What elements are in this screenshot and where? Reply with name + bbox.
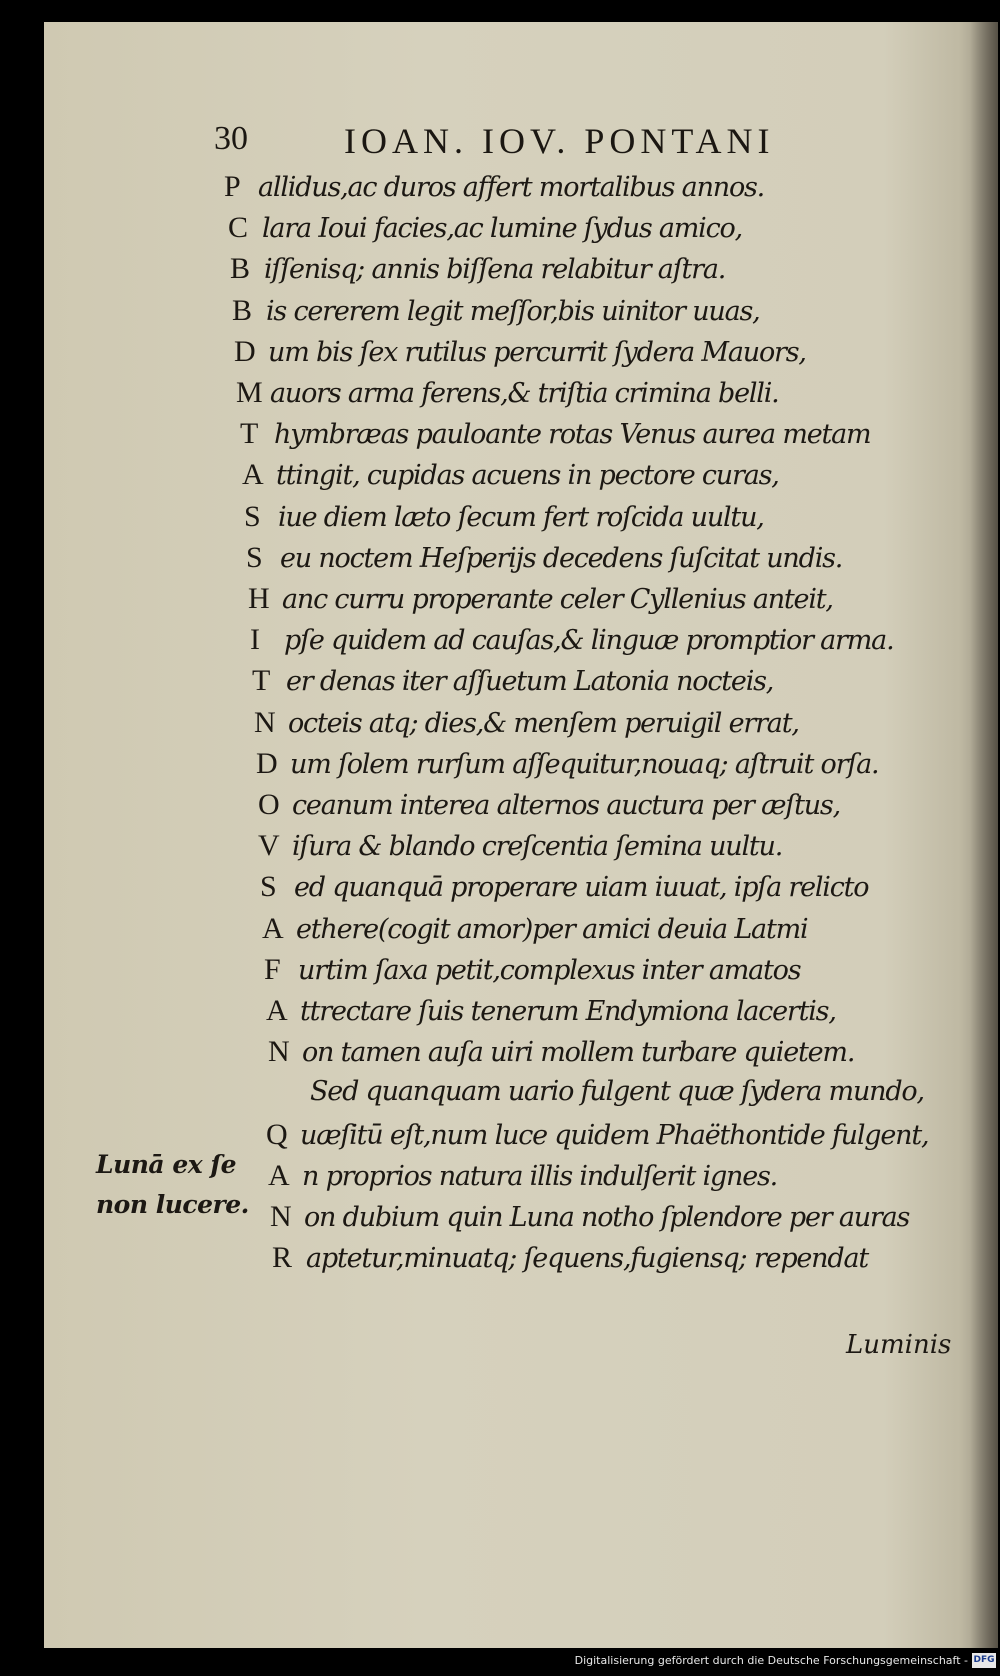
verse-line bbox=[246, 541, 842, 581]
verse-text: on dubium quin Luna notho ſplendore per auras bbox=[304, 1202, 910, 1233]
verse-line bbox=[262, 912, 807, 952]
verse-line bbox=[266, 1118, 928, 1158]
verse-text: ceanum interea alternos auctura per æſtus, bbox=[292, 790, 840, 821]
book-page bbox=[44, 22, 998, 1648]
verse-initial: A bbox=[266, 994, 288, 1027]
verse-text: iſura & blando creſcentia ſemina uultu. bbox=[292, 831, 783, 862]
page-header bbox=[214, 120, 974, 170]
verse-initial: H bbox=[248, 582, 270, 615]
verse-line bbox=[228, 211, 742, 251]
verse-text: uæſitū eſt,num luce quidem Phaëthontide fulgent, bbox=[300, 1120, 929, 1151]
verse-line bbox=[248, 582, 833, 622]
verse-initial: I bbox=[250, 623, 260, 656]
verse-text: hymbræas pauloante rotas Venus aurea metam bbox=[274, 419, 871, 450]
verse-initial: S bbox=[246, 541, 263, 574]
verse-text: er denas iter aſſuetum Latonia nocteis, bbox=[286, 666, 774, 697]
verse-initial: S bbox=[260, 870, 277, 903]
verse-text: ethere(cogit amor)per amici deuia Latmi bbox=[296, 914, 808, 945]
verse-initial: A bbox=[268, 1159, 290, 1192]
dfg-logo: DFG bbox=[972, 1653, 996, 1668]
verse-line bbox=[258, 829, 782, 869]
verse-initial: B bbox=[230, 252, 251, 285]
verse-initial: B bbox=[232, 294, 253, 327]
verse-initial: A bbox=[262, 912, 284, 945]
verse-initial: A bbox=[242, 458, 264, 491]
running-head: IOAN. IOV. PONTANI bbox=[344, 121, 775, 161]
page-edge-shadow bbox=[970, 22, 998, 1648]
verse-text: lara Ioui facies,ac lumine ſydus amico, bbox=[262, 213, 742, 244]
verse-text: Sed quanquam uario fulgent quæ ſydera mundo, bbox=[310, 1076, 924, 1107]
catchword: Luminis bbox=[846, 1330, 952, 1360]
verse-text: n proprios natura illis indulſerit ignes. bbox=[302, 1161, 778, 1192]
verse-text: pſe quidem ad cauſas,& linguæ promptior arma. bbox=[284, 625, 894, 656]
verse-initial: V bbox=[258, 829, 280, 862]
verse-text: iſſenisq; annis biſſena relabitur aſtra. bbox=[264, 254, 726, 285]
digitization-credit: Digitalisierung gefördert durch die Deutsche Forschungsgemeinschaft - bbox=[574, 1654, 968, 1667]
verse-initial: D bbox=[234, 335, 256, 368]
verse-initial: D bbox=[256, 747, 278, 780]
verse-line bbox=[224, 170, 764, 210]
verse-text: auors arma ferens,& triſtia crimina belli. bbox=[270, 378, 779, 409]
verse-initial: M bbox=[236, 376, 263, 409]
verse-initial: F bbox=[264, 953, 281, 986]
footer-bar bbox=[0, 1648, 1000, 1676]
verse-text: on tamen auſa uiri mollem turbare quietem. bbox=[302, 1037, 855, 1068]
verse-line bbox=[268, 1035, 854, 1075]
verse-line bbox=[236, 376, 779, 416]
verse-initial: R bbox=[272, 1241, 293, 1274]
verse-line bbox=[258, 788, 840, 828]
verse-line bbox=[272, 1241, 868, 1281]
verse-text: anc curru properante celer Cyllenius anteit, bbox=[282, 584, 833, 615]
verse-line bbox=[234, 335, 806, 375]
verse-text: urtim ſaxa petit,complexus inter amatos bbox=[298, 955, 801, 986]
verse-line bbox=[250, 623, 893, 663]
verse-initial: N bbox=[254, 706, 276, 739]
verse-line bbox=[242, 458, 779, 498]
verse-initial: P bbox=[224, 170, 241, 203]
verse-text: eu noctem Heſperijs decedens ſuſcitat undis. bbox=[280, 543, 843, 574]
verse-line bbox=[254, 706, 799, 746]
verse-text: iue diem læto ſecum fert roſcida uultu, bbox=[278, 502, 764, 533]
verse-line bbox=[264, 953, 800, 993]
verse-line bbox=[268, 1159, 777, 1199]
verse-initial: Q bbox=[266, 1118, 288, 1151]
verse-line bbox=[244, 500, 764, 540]
verse-text: um ſolem rurſum aſſequitur,nouaq; aſtruit orſa. bbox=[290, 749, 879, 780]
verse-line bbox=[256, 747, 878, 787]
verse-text: is cererem legit meſſor,bis uinitor uuas, bbox=[266, 296, 760, 327]
verse-text: octeis atq; dies,& menſem peruigil errat, bbox=[288, 708, 799, 739]
page-number: 30 bbox=[214, 120, 248, 157]
verse-initial: O bbox=[258, 788, 280, 821]
verse-initial: S bbox=[244, 500, 261, 533]
verse-text: ttrectare ſuis tenerum Endymiona lacertis, bbox=[300, 996, 836, 1027]
marginal-note bbox=[96, 1145, 249, 1225]
verse-line bbox=[266, 994, 836, 1034]
verse-text: um bis ſex rutilus percurrit ſydera Mauors, bbox=[268, 337, 806, 368]
verse-text: ttingit, cupidas acuens in pectore curas, bbox=[276, 460, 779, 491]
verse-text: aptetur,minuatq; ſequens,fugiensq; rependat bbox=[306, 1243, 869, 1274]
verse-text: allidus,ac duros affert mortalibus annos. bbox=[258, 172, 765, 203]
verse-initial: T bbox=[240, 417, 259, 450]
marginal-note-line: non lucere. bbox=[96, 1190, 249, 1219]
verse-line bbox=[240, 417, 870, 457]
verse-line bbox=[252, 664, 773, 704]
verse-line bbox=[232, 294, 760, 334]
verse-initial: N bbox=[270, 1200, 292, 1233]
verse-text: ed quanquā properare uiam iuuat, ipſa relicto bbox=[294, 872, 869, 903]
verse-line bbox=[230, 252, 725, 292]
verse-initial: T bbox=[252, 664, 271, 697]
marginal-note-line: Lunā ex ſe bbox=[96, 1150, 237, 1179]
verse-initial: N bbox=[268, 1035, 290, 1068]
verse-line bbox=[260, 870, 868, 910]
verse-line bbox=[270, 1200, 909, 1240]
verse-line bbox=[284, 1076, 924, 1116]
verse-initial: C bbox=[228, 211, 249, 244]
